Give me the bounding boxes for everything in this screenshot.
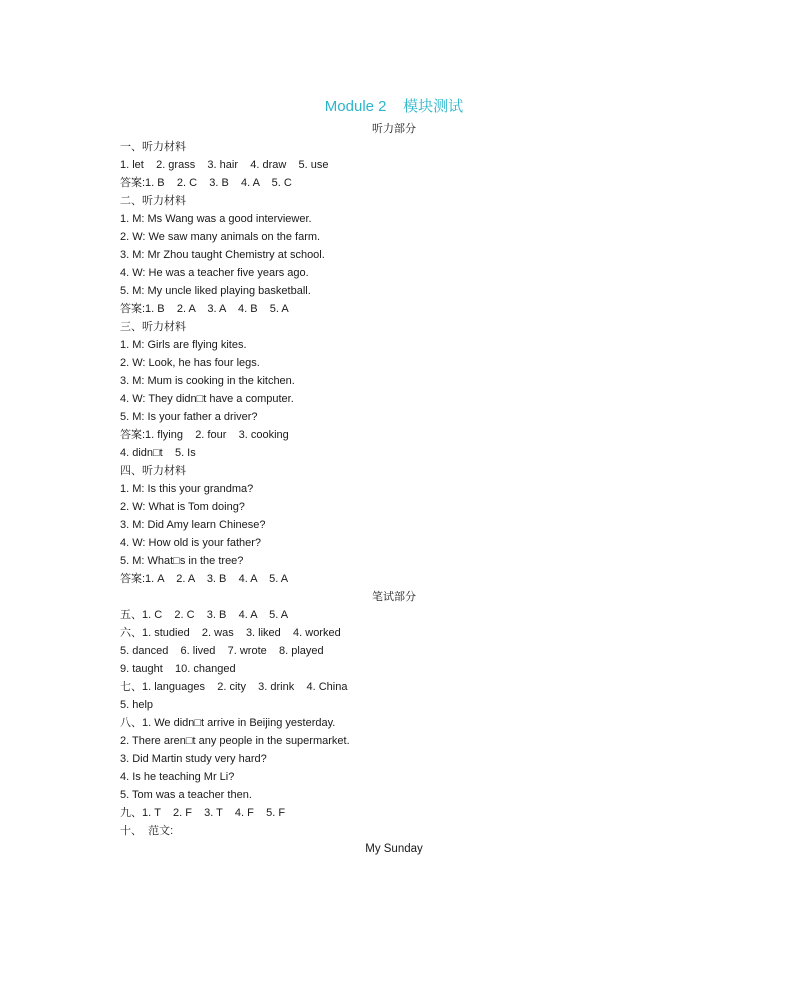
listening-line: 四、听力材料 [120, 465, 186, 477]
listening-line: 答案:1. flying 2. four 3. cooking [120, 429, 289, 441]
listening-line: 4. W: How old is your father? [120, 537, 262, 549]
writing-line: 五、1. C 2. C 3. B 4. A 5. A [120, 609, 289, 621]
writing-line: 5. help [120, 699, 154, 711]
listening-line: 答案:1. B 2. A 3. A 4. B 5. A [120, 303, 289, 315]
page-title: Module 2 模块测试 [324, 98, 464, 115]
listening-line: 3. M: Mum is cooking in the kitchen. [120, 375, 295, 387]
writing-line: 4. Is he teaching Mr Li? [120, 771, 235, 783]
listening-line: 2. W: Look, he has four legs. [120, 357, 260, 369]
listening-line: 1. let 2. grass 3. hair 4. draw 5. use [120, 159, 329, 171]
listening-line: 答案:1. A 2. A 3. B 4. A 5. A [120, 573, 289, 585]
writing-line: 十、 范文: [120, 825, 174, 837]
writing-line: 九、1. T 2. F 3. T 4. F 5. F [120, 807, 286, 819]
listening-line: 1. M: Ms Wang was a good interviewer. [120, 213, 312, 225]
writing-line: 2. There aren□t any people in the supermarket. [120, 735, 350, 747]
writing-line: 六、1. studied 2. was 3. liked 4. worked [120, 627, 341, 639]
listening-line: 2. W: What is Tom doing? [120, 501, 245, 513]
listening-line: 二、听力材料 [120, 195, 186, 207]
listening-line: 5. M: What□s in the tree? [120, 555, 244, 567]
listening-line: 3. M: Mr Zhou taught Chemistry at school. [120, 249, 325, 261]
listening-line: 1. M: Is this your grandma? [120, 483, 254, 495]
writing-line: 9. taught 10. changed [120, 663, 236, 675]
writing-line: 5. danced 6. lived 7. wrote 8. played [120, 645, 324, 657]
listening-line: 4. didn□t 5. Is [120, 447, 196, 459]
writing-line: 3. Did Martin study very hard? [120, 753, 267, 765]
listening-line: 5. M: My uncle liked playing basketball. [120, 285, 311, 297]
listening-line: 4. W: He was a teacher five years ago. [120, 267, 309, 279]
writing-line: 八、1. We didn□t arrive in Beijing yesterday. [120, 717, 336, 729]
essay-title: My Sunday [365, 843, 423, 855]
listening-answers [120, 138, 328, 588]
writing-line: 七、1. languages 2. city 3. drink 4. China [120, 681, 348, 693]
writing-section-heading: 笔试部分 [372, 591, 416, 603]
listening-line: 2. W: We saw many animals on the farm. [120, 231, 321, 243]
writing-answers [120, 606, 350, 840]
listening-line: 1. M: Girls are flying kites. [120, 339, 247, 351]
writing-line: 5. Tom was a teacher then. [120, 789, 252, 801]
listening-line: 三、听力材料 [120, 321, 186, 333]
listening-section-heading: 听力部分 [372, 123, 416, 135]
listening-line: 3. M: Did Amy learn Chinese? [120, 519, 266, 531]
listening-line: 5. M: Is your father a driver? [120, 411, 258, 423]
listening-line: 一、听力材料 [120, 141, 186, 153]
listening-line: 答案:1. B 2. C 3. B 4. A 5. C [120, 177, 292, 189]
listening-line: 4. W: They didn□t have a computer. [120, 393, 294, 405]
